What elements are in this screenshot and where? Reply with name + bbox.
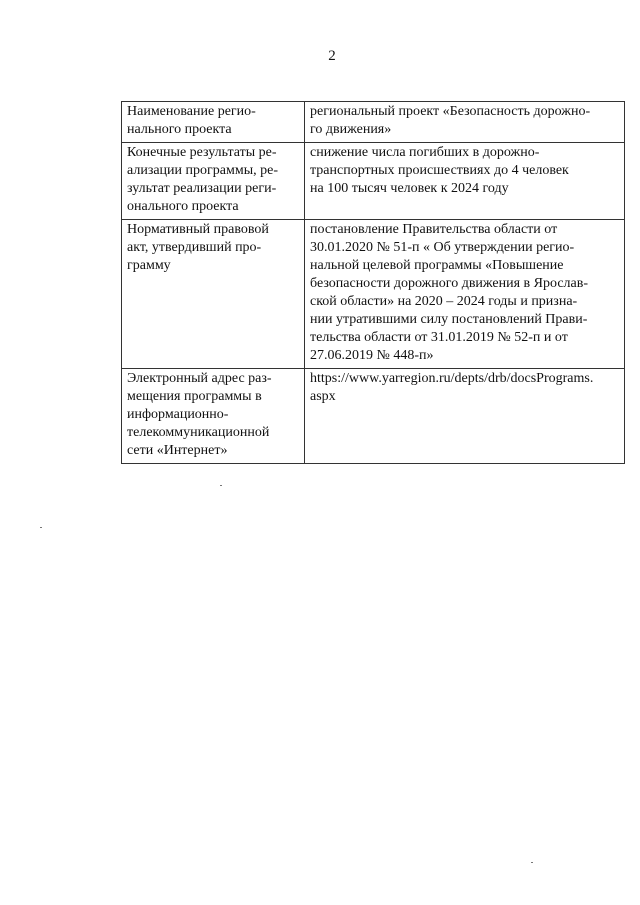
row-value: https://www.yarregion.ru/depts/drb/docsPrograms. aspx xyxy=(310,371,594,404)
row-value: региональный проект «Безопасность дорожно- го движения» xyxy=(310,104,591,137)
table-row xyxy=(122,369,625,464)
table-row xyxy=(122,143,625,220)
row-label-cell xyxy=(122,102,305,143)
row-value: снижение числа погибших в дорожно- транспортных происшествиях до 4 человек на 100 тысяч человек к 2024 году xyxy=(310,145,569,196)
table-row xyxy=(122,220,625,369)
row-label: Наименование регио- нального проекта xyxy=(127,104,256,137)
row-label-cell xyxy=(122,369,305,464)
row-value: постановление Правительства области от 30.01.2020 № 51-п « Об утверждении регио- нальной целевой программы «Повышение безопасности дорожного движения в Ярослав- ской области» на 2020 – 2024 годы и призна- нии утратившими силу постановлений Прави- тельства области от 31.01.2019 № 52-п и от 27.06.2019 № 448-п» xyxy=(310,222,589,363)
row-label: Электронный адрес раз- мещения программы в информационно- телекоммуникационной сети «Интернет» xyxy=(127,371,272,458)
row-label: Нормативный правовой акт, утвердивший про- грамму xyxy=(127,222,269,273)
row-value-cell xyxy=(305,143,625,220)
row-value-cell xyxy=(305,102,625,143)
row-value-cell xyxy=(305,220,625,369)
page-number: 2 xyxy=(328,48,336,64)
scan-speck xyxy=(531,862,533,863)
scan-speck xyxy=(220,485,222,486)
row-label: Конечные результаты ре- ализации программы, ре- зультат реализации реги- онального проекта xyxy=(127,145,278,214)
table-row xyxy=(122,102,625,143)
row-value-cell xyxy=(305,369,625,464)
program-passport-table xyxy=(121,101,625,464)
row-label-cell xyxy=(122,143,305,220)
row-label-cell xyxy=(122,220,305,369)
scan-speck xyxy=(40,527,42,528)
